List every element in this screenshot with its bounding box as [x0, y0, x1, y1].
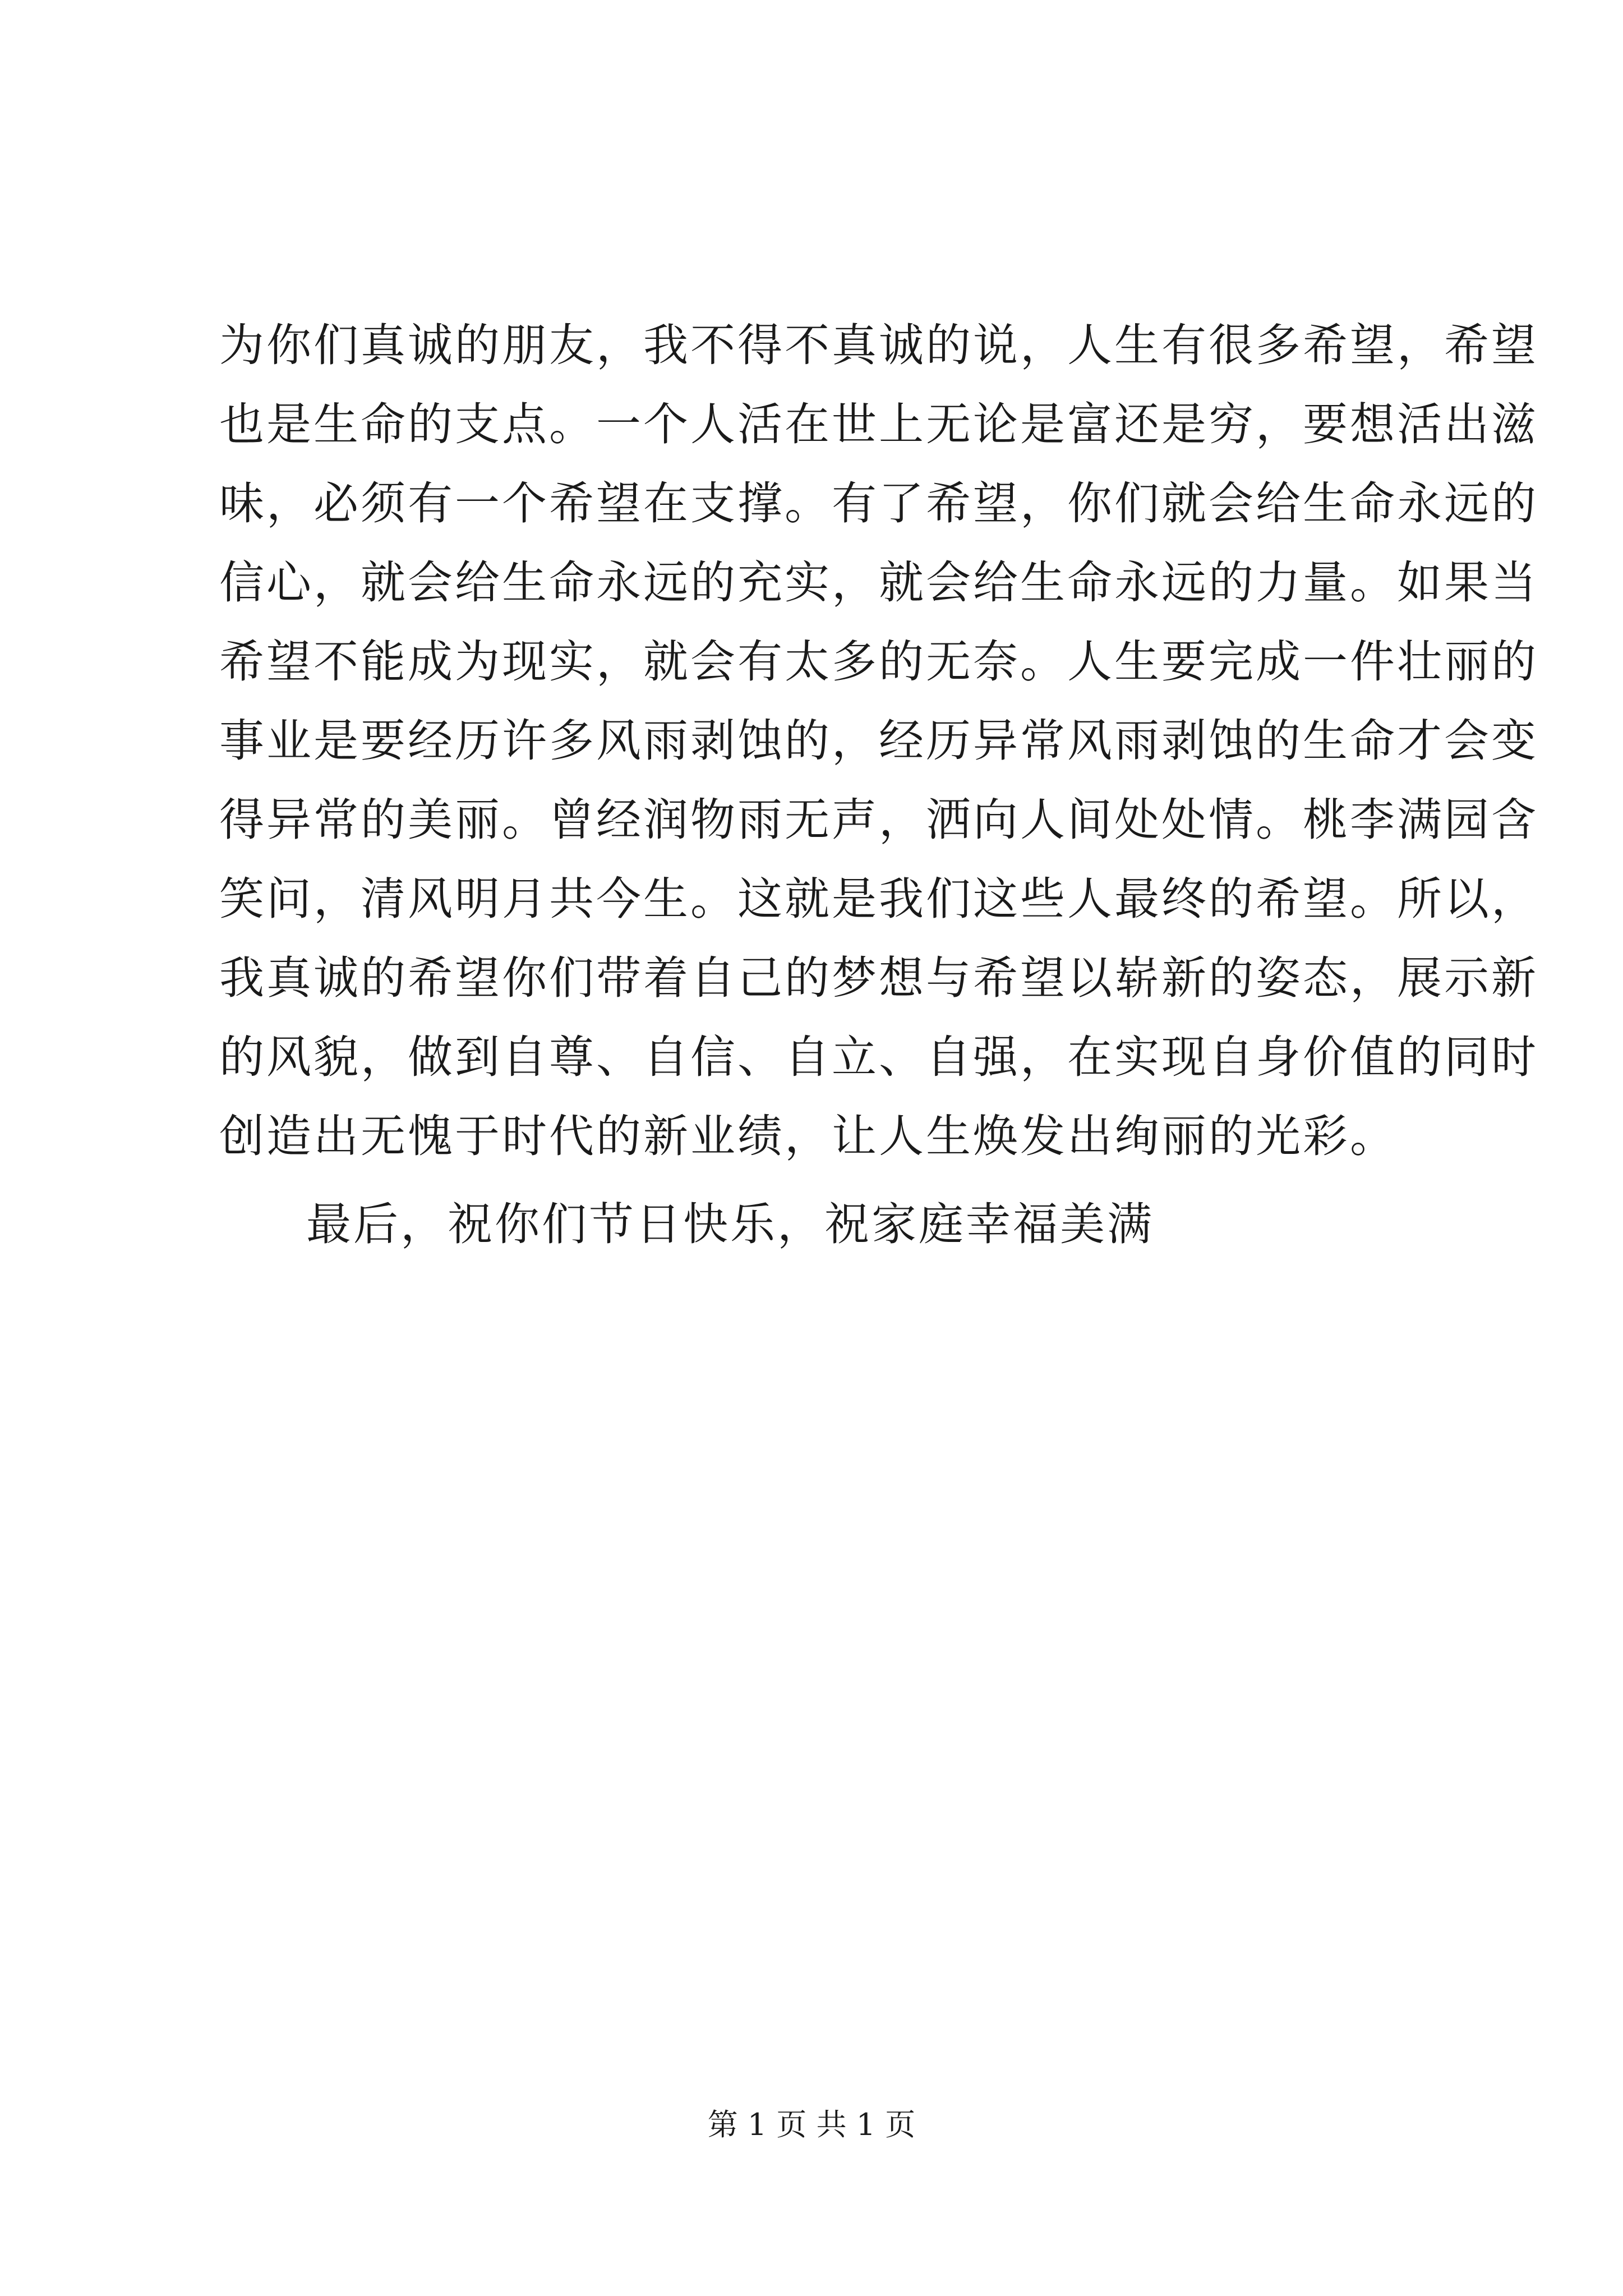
- text-line: 创造出无愧于时代的新业绩，让人生焕发出绚丽的光彩。: [219, 1110, 1397, 1162]
- text-line: 得异常的美丽。曾经润物雨无声，洒向人间处处情。桃李满园含: [219, 794, 1538, 846]
- text-line: 为你们真诚的朋友，我不得不真诚的说，人生有很多希望，希望: [219, 319, 1538, 371]
- page-footer: 第 1 页 共 1 页: [707, 2107, 916, 2142]
- text-line: 事业是要经历许多风雨剥蚀的，经历异常风雨剥蚀的生命才会变: [219, 715, 1538, 767]
- text-line: 味，必须有一个希望在支撑。有了希望，你们就会给生命永远的: [219, 477, 1538, 530]
- text-line: 信心，就会给生命永远的充实，就会给生命永远的力量。如果当: [219, 556, 1538, 609]
- closing-line: 最后，祝你们节日快乐，祝家庭幸福美满: [306, 1198, 1154, 1250]
- body-paragraph: [219, 306, 1538, 1264]
- text-line: 也是生命的支点。一个人活在世上无论是富还是穷，要想活出滋: [219, 398, 1538, 450]
- text-line: 希望不能成为现实，就会有太多的无奈。人生要完成一件壮丽的: [219, 636, 1538, 688]
- text-line: 我真诚的希望你们带着自己的梦想与希望以崭新的姿态，展示新: [219, 952, 1538, 1004]
- text-line: 笑问，清风明月共今生。这就是我们这些人最终的希望。所以，: [219, 873, 1538, 925]
- text-line: 的风貌，做到自尊、自信、自立、自强，在实现自身价值的同时: [219, 1031, 1538, 1083]
